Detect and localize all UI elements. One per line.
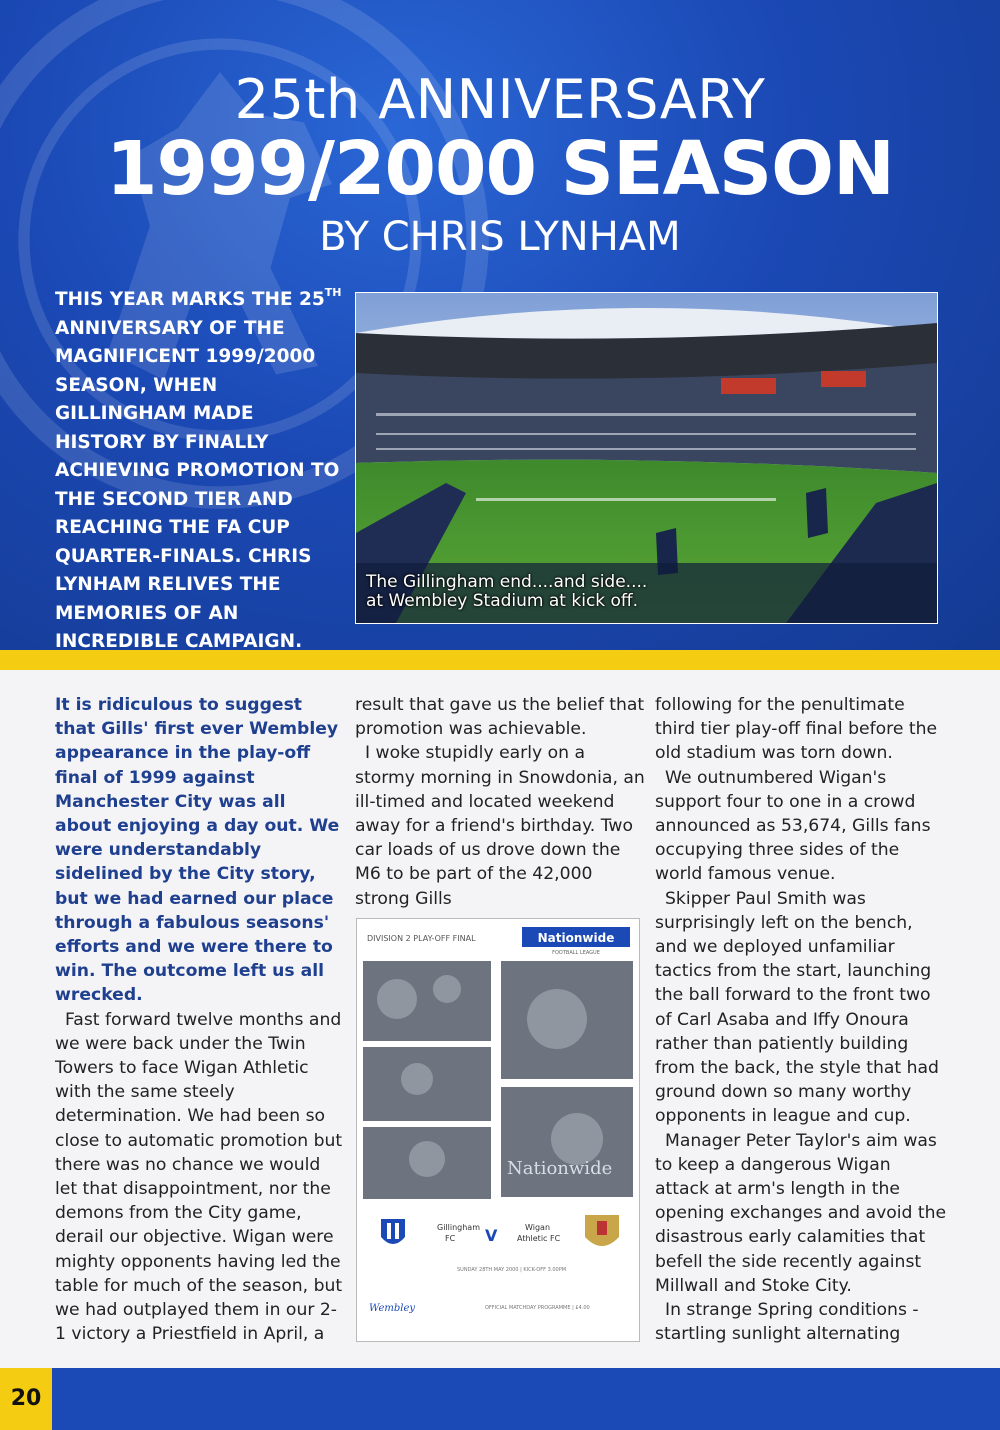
wigan-crest-icon (585, 1215, 619, 1246)
article-paragraph-continued: result that gave us the belief that promotion was achievable. (355, 695, 645, 740)
article-column-2 (355, 693, 650, 911)
article-paragraph: We outnumbered Wigan's support four to one in a crowd announced as 53,674, Gills fans occupying three sides of the world famous venue. (655, 767, 931, 885)
title-anniversary: 25th ANNIVERSARY (234, 68, 766, 131)
intro-standfirst: THIS YEAR MARKS THE 25TH ANNIVERSARY OF THE MAGNIFICENT 1999/2000 SEASON, WHEN GILLINGHAM MADE HISTORY BY FINALLY ACHIEVING PROMOTION TO THE SECOND TIER AND REACHING THE FA CUP QUARTER-FINALS. CHRIS LYNHAM RELIVES THE MEMORIES OF AN INCREDIBLE CAMPAIGN. (55, 286, 342, 650)
versus-label: V (485, 1226, 498, 1245)
article-column-3 (655, 693, 950, 1346)
programme-sponsor: Nationwide (537, 931, 615, 945)
programme-venue: Wembley (369, 1303, 416, 1314)
gillingham-crest-icon (381, 1219, 405, 1244)
programme-price: OFFICIAL MATCHDAY PROGRAMME | £4.00 (485, 1305, 590, 1311)
page-number: 20 (0, 1368, 52, 1430)
title-byline: BY CHRIS LYNHAM (319, 214, 681, 260)
yellow-divider (0, 650, 1000, 670)
programme-sponsor-sub: FOOTBALL LEAGUE (552, 950, 600, 956)
article-paragraph: In strange Spring conditions - startling sunlight alternating (655, 1300, 919, 1345)
programme-cover-image (356, 918, 640, 1342)
article-paragraph: Fast forward twelve months and we were back under the Twin Towers to face Wigan Athletic with the same steely determination. We had been so close to automatic promotion but there was no chance we would let that disappointment, nor the demons from the City game, derail our objective. Wigan were mighty opponents having led the table for much of the season, but we had outplayed them in our 2-1 victory a Priestfield in April, a (55, 1009, 343, 1345)
title-season: 1999/2000 SEASON (106, 126, 894, 212)
article-lead: It is ridiculous to suggest that Gills' first ever Wembley appearance in the play-off final of 1999 against Manchester City was all about enjoying a day out. We were understandably sidelined by the City story, but we had earned our place through a fabulous seasons' efforts and we were there to win. The outcome left us all wrecked. (55, 695, 340, 1006)
article-column-1 (55, 693, 345, 1346)
programme-photo-banner: Nationwide (507, 1158, 613, 1179)
home-team-name: Gillingham (437, 1223, 481, 1232)
article-paragraph: Manager Peter Taylor's aim was to keep a dangerous Wigan attack at arm's length in the opening exchanges and avoid the disastrous early calamities that befell the side recently against Millwall and Stoke City. (655, 1130, 947, 1296)
hero-banner (0, 0, 1000, 650)
programme-date: SUNDAY 28TH MAY 2000 | KICK-OFF 3.00PM (457, 1267, 567, 1273)
article-paragraph-continued: following for the penultimate third tier play-off final before the old stadium was torn down. (655, 695, 938, 764)
home-team-suffix: FC (445, 1234, 456, 1243)
programme-heading: DIVISION 2 PLAY-OFF FINAL (367, 934, 476, 943)
away-team-suffix: Athletic FC (517, 1234, 561, 1243)
away-team-name: Wigan (525, 1223, 551, 1232)
article-paragraph: Skipper Paul Smith was surprisingly left on the bench, and we deployed unfamiliar tactics from the start, launching the ball forward to the front two of Carl Asaba and Iffy Onoura rather than patiently building from the back, the style that had ground down so many worthy opponents in league and cup. (655, 888, 939, 1127)
article-paragraph: I woke stupidly early on a stormy morning in Snowdonia, an ill-timed and located weekend away for a friend's birthday. Two car loads of us drove down the M6 to be part of the 42,000 strong Gills (355, 743, 645, 909)
footer-bar (0, 1368, 1000, 1430)
wembley-photo (355, 292, 938, 624)
photo-caption: The Gillingham end....and side.... at Wembley Stadium at kick off. (366, 572, 648, 611)
